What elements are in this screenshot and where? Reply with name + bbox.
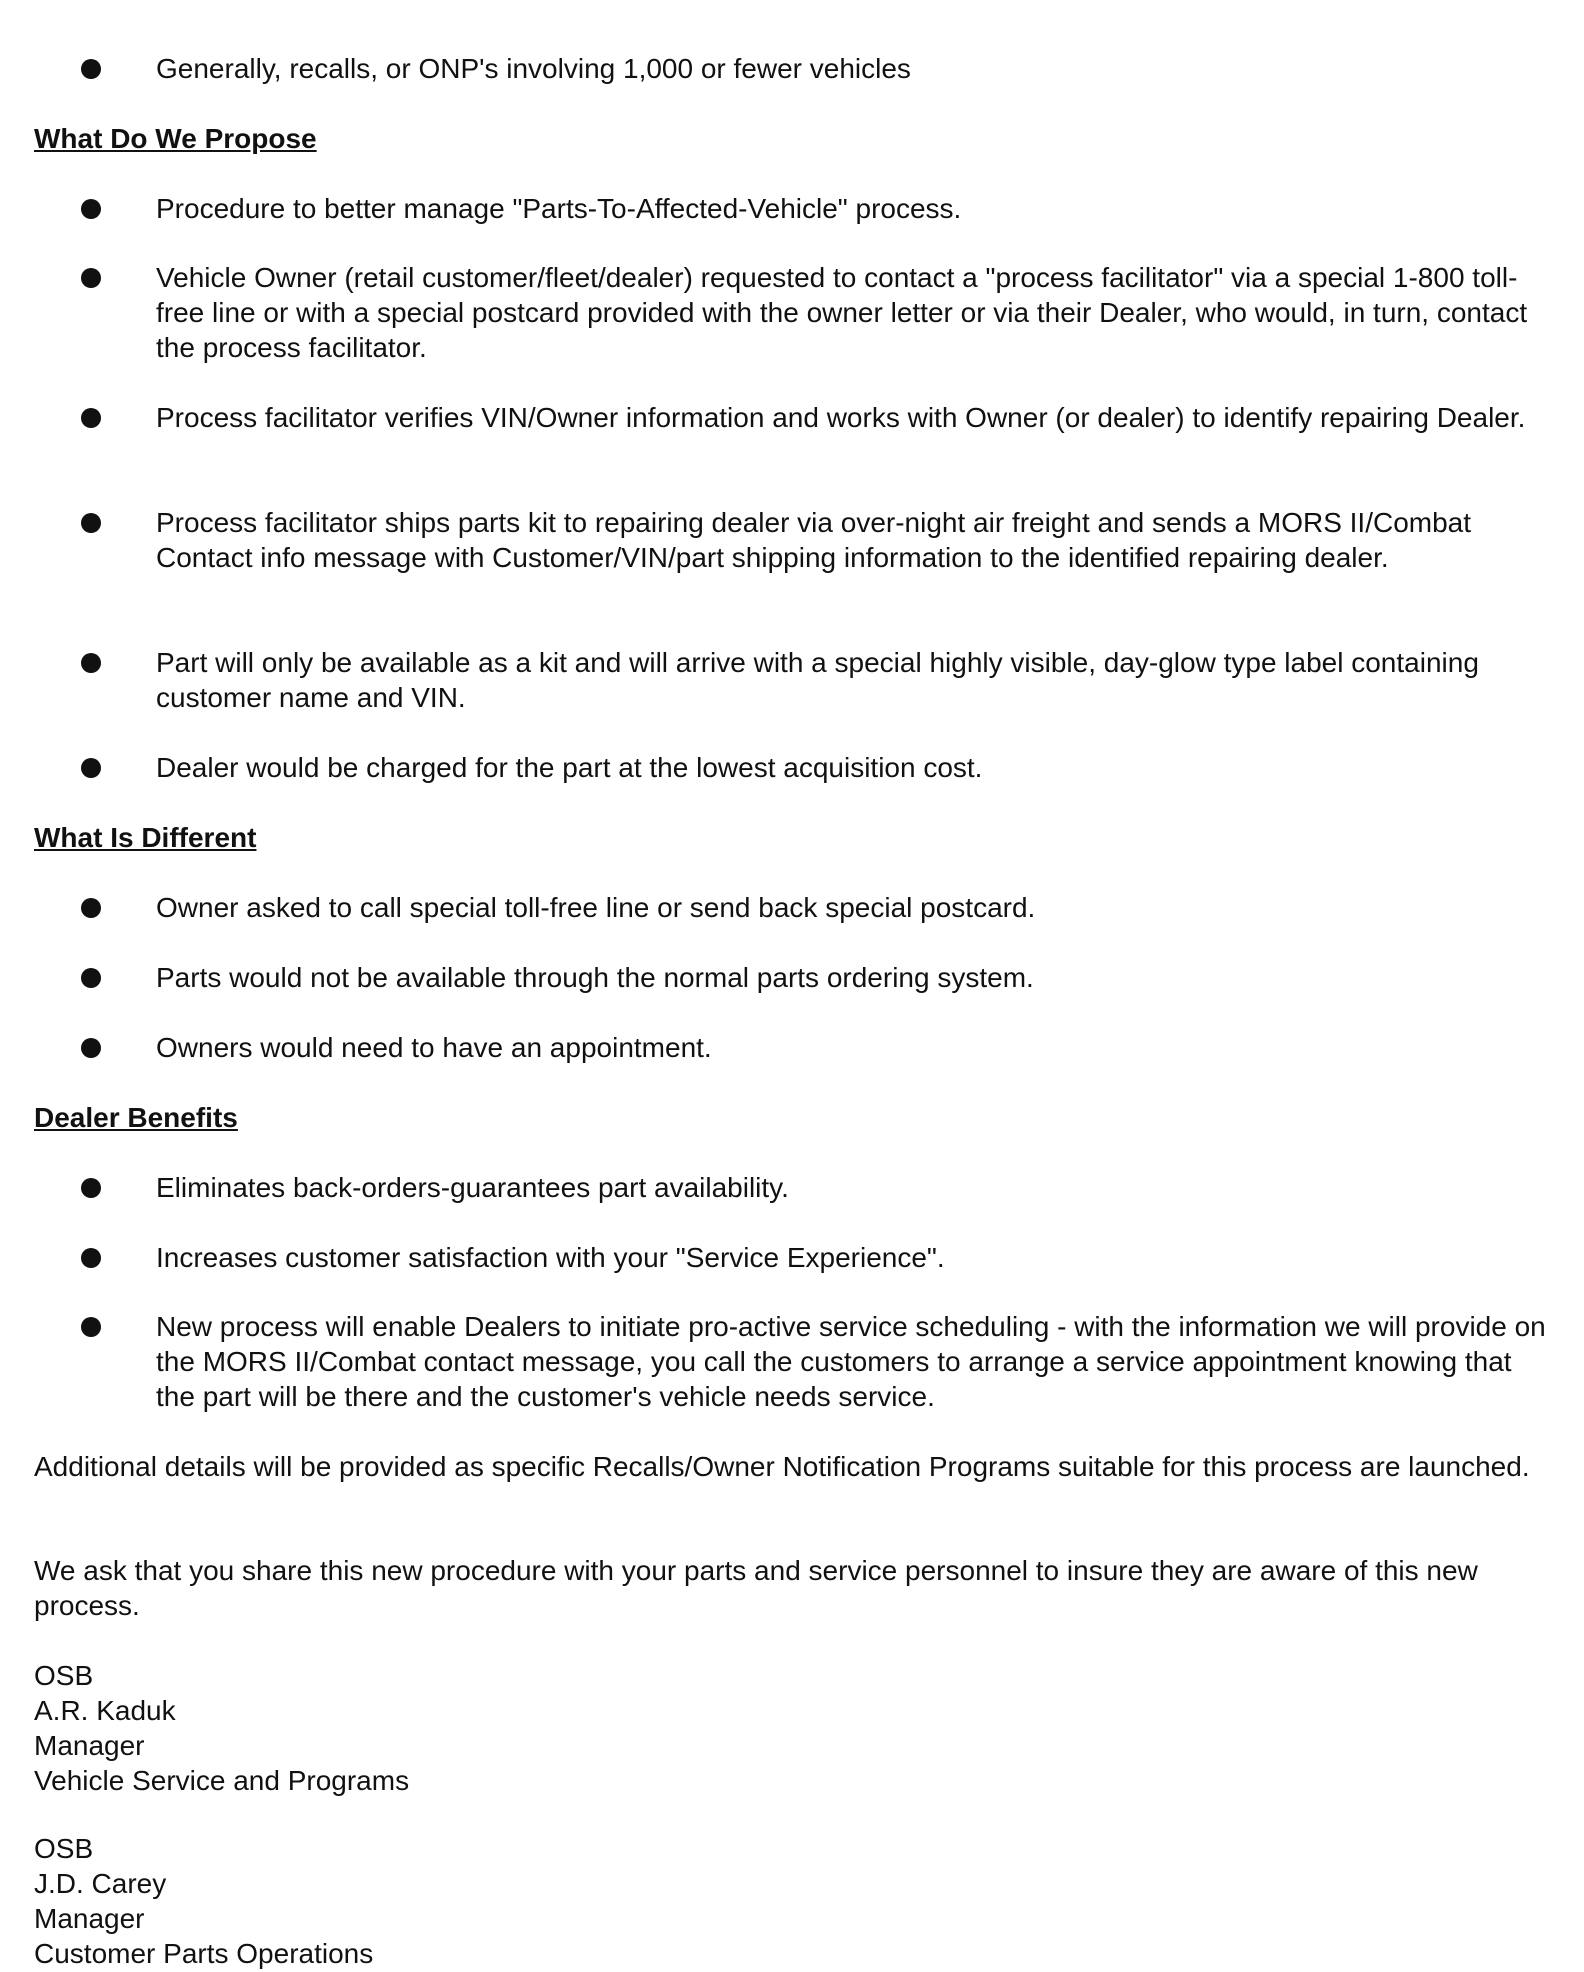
- bullet-dot: [81, 513, 101, 533]
- bullet-dot: [81, 1178, 101, 1198]
- signature-org: OSB: [34, 1833, 94, 1864]
- benefits-bullet-text: New process will enable Dealers to initiate pro-active service scheduling - with the information we will provide on the MORS II/Combat contact message, you call the customers to arrange a service appointment knowing that the part will be there and the customer's vehicle needs service.: [156, 1311, 1546, 1412]
- bullet-dot: [81, 59, 101, 79]
- propose-bullet-text: Vehicle Owner (retail customer/fleet/dealer) requested to contact a "process facilitator" via a special 1-800 toll-free line or with a special postcard provided with the owner letter or via their Dealer, who would, in turn, contact the process facilitator.: [156, 262, 1528, 363]
- propose-bullet-text: Process facilitator ships parts kit to repairing dealer via over-night air freight and sends a MORS II/Combat Contact info message with Customer/VIN/part shipping information to the identified repairing dealer.: [156, 507, 1472, 573]
- bullet-dot: [81, 1248, 101, 1268]
- section-heading-propose: What Do We Propose: [34, 123, 317, 154]
- bullet-dot: [81, 199, 101, 219]
- propose-bullet-text: Procedure to better manage "Parts-To-Affected-Vehicle" process.: [156, 193, 962, 224]
- bullet-dot: [81, 1038, 101, 1058]
- bullet-dot: [81, 653, 101, 673]
- different-bullet-text: Owners would need to have an appointment.: [156, 1032, 712, 1063]
- signature-block: [34, 1831, 373, 1971]
- bullet-dot: [81, 898, 101, 918]
- bullet-dot: [81, 1317, 101, 1337]
- signature-org: OSB: [34, 1660, 94, 1691]
- bullet-dot: [81, 408, 101, 428]
- signature-block: [34, 1658, 409, 1798]
- signature-department: Vehicle Service and Programs: [34, 1765, 410, 1796]
- propose-bullet-text: Process facilitator verifies VIN/Owner information and works with Owner (or dealer) to identify repairing Dealer.: [156, 402, 1526, 433]
- section-heading-benefits: Dealer Benefits: [34, 1102, 238, 1133]
- different-bullet-text: Owner asked to call special toll-free line or send back special postcard.: [156, 892, 1036, 923]
- section-heading-different: What Is Different: [34, 822, 257, 853]
- signature-name: A.R. Kaduk: [34, 1695, 176, 1726]
- benefits-bullet-text: Increases customer satisfaction with your "Service Experience".: [156, 1242, 945, 1273]
- closing-paragraph: We ask that you share this new procedure with your parts and service personnel to insure they are aware of this new process.: [34, 1555, 1478, 1621]
- bullet-dot: [81, 968, 101, 988]
- bullet-dot: [81, 268, 101, 288]
- benefits-bullet-text: Eliminates back-orders-guarantees part availability.: [156, 1172, 789, 1203]
- signature-title: Manager: [34, 1903, 145, 1934]
- propose-bullet-text: Dealer would be charged for the part at the lowest acquisition cost.: [156, 752, 983, 783]
- signature-name: J.D. Carey: [34, 1868, 167, 1899]
- bullet-dot: [81, 758, 101, 778]
- signature-title: Manager: [34, 1730, 145, 1761]
- propose-bullet-text: Part will only be available as a kit and will arrive with a special highly visible, day-glow type label containing customer name and VIN.: [156, 647, 1479, 713]
- signature-department: Customer Parts Operations: [34, 1938, 374, 1969]
- closing-paragraph: Additional details will be provided as specific Recalls/Owner Notification Programs suitable for this process are launched.: [34, 1451, 1530, 1482]
- different-bullet-text: Parts would not be available through the normal parts ordering system.: [156, 962, 1034, 993]
- intro-bullet-text: Generally, recalls, or ONP's involving 1,000 or fewer vehicles: [156, 53, 911, 84]
